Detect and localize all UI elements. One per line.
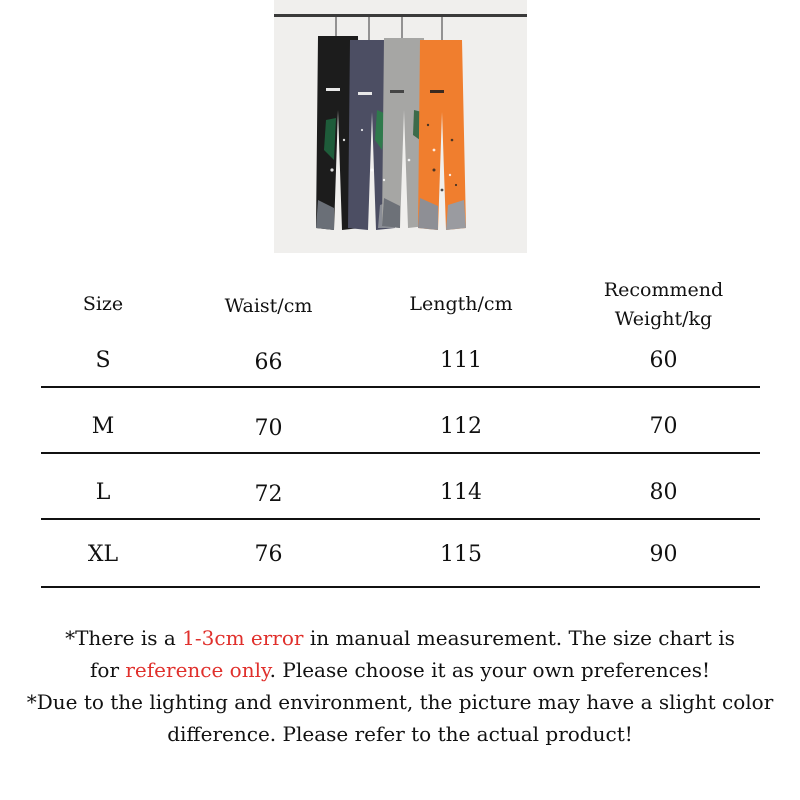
cell-size: L (95, 480, 111, 505)
cell-length: 115 (440, 542, 482, 567)
cell-waist: 72 (254, 482, 283, 507)
cell-size: XL (87, 542, 119, 567)
cell-waist: 76 (254, 542, 283, 567)
header-recommend: Recommend (603, 279, 724, 301)
table-header (41, 270, 760, 342)
cell-size: M (91, 414, 115, 439)
table-row (41, 342, 760, 388)
cell-waist: 66 (254, 350, 283, 375)
cell-size: S (95, 348, 111, 373)
table-row (41, 454, 760, 520)
table-row (41, 388, 760, 454)
cell-weight: 60 (649, 348, 678, 373)
note-line-3: *Due to the lighting and environment, the picture may have a slight color (26, 690, 774, 714)
cell-weight: 70 (649, 414, 678, 439)
cell-length: 112 (440, 414, 482, 439)
header-length: Length/cm (409, 293, 513, 315)
note-highlight: 1-3cm error (182, 626, 304, 650)
cell-weight: 90 (649, 542, 678, 567)
pants-lineup-photo (274, 0, 527, 253)
cell-length: 114 (440, 480, 482, 505)
note-line-4: difference. Please refer to the actual product! (167, 722, 633, 746)
header-size: Size (82, 293, 124, 315)
note-line-1 (20, 622, 780, 654)
cell-length: 111 (440, 348, 482, 373)
header-waist: Waist/cm (224, 295, 313, 317)
size-chart-table (41, 270, 760, 588)
table-row (41, 520, 760, 588)
cell-weight: 80 (649, 480, 678, 505)
note-text: in manual measurement. The size chart is (303, 626, 735, 650)
header-weight: Weight/kg (614, 308, 713, 330)
measurement-notes (20, 622, 780, 750)
note-highlight: reference only (125, 658, 270, 682)
note-text: *There is a (65, 626, 183, 650)
note-text: . Please choose it as your own preferences! (269, 658, 710, 682)
note-line-2 (20, 654, 780, 686)
product-photo (274, 0, 527, 253)
note-text: for (90, 658, 126, 682)
cell-waist: 70 (254, 416, 283, 441)
